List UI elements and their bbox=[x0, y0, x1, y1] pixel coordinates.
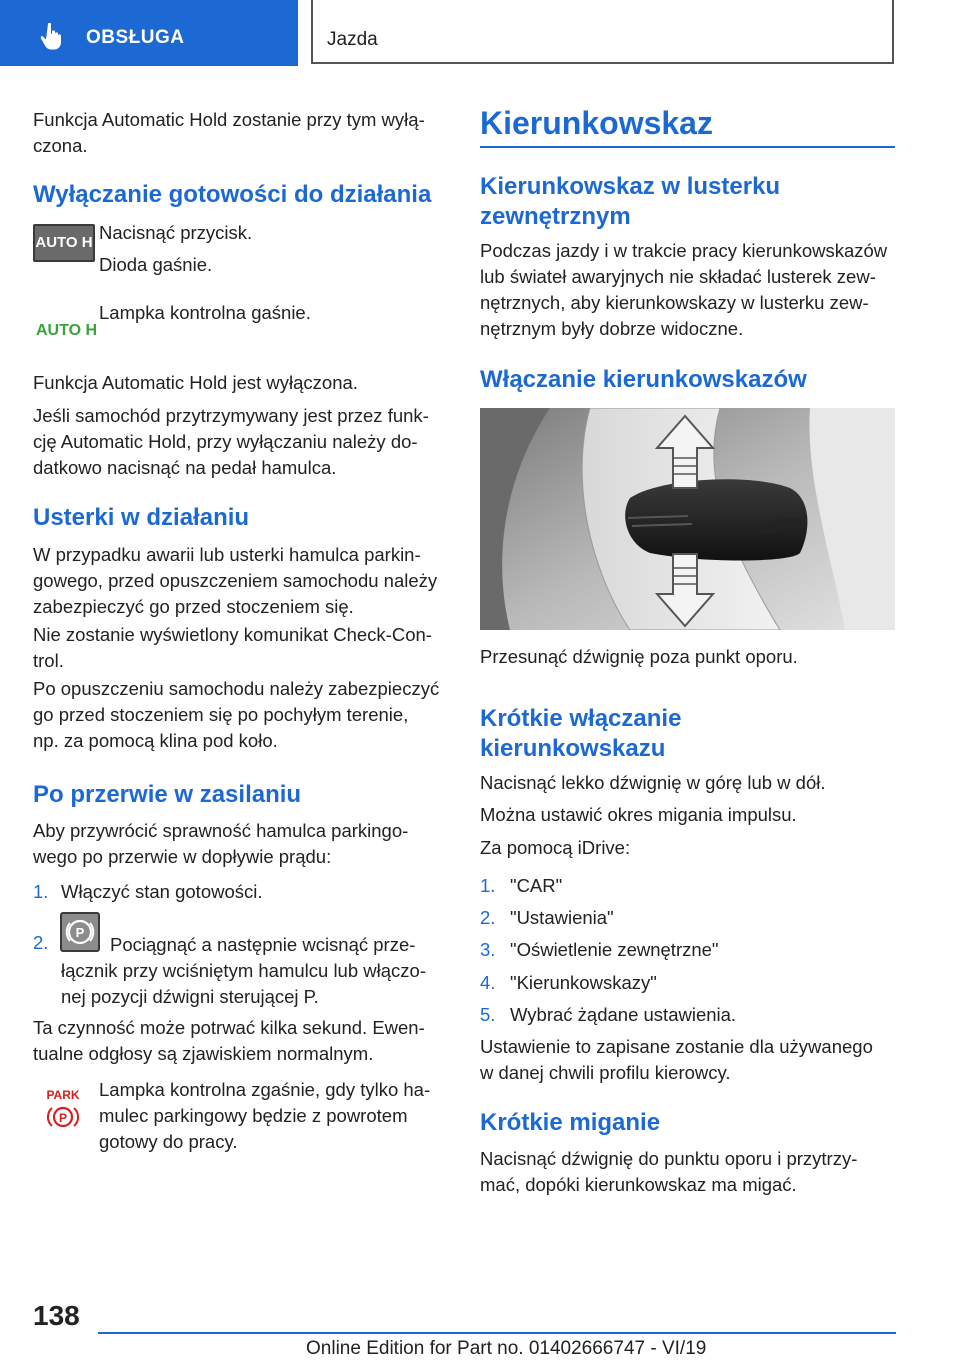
menu-step-text: "Ustawienia" bbox=[510, 907, 614, 928]
leave-car-text: Po opuszczeniu samochodu należy zabezpieczyć go przed stoczeniem się po pochyłym terenie, np. za pomocą klina pod koło. bbox=[33, 678, 440, 751]
turn-signal-lever-photo bbox=[480, 408, 895, 630]
menu-step-text: "CAR" bbox=[510, 875, 563, 896]
heading-rule bbox=[480, 146, 895, 148]
led-off-text: Dioda gaśnie. bbox=[99, 254, 213, 275]
held-text: Jeśli samochód przytrzymywany jest przez funk- cję Automatic Hold, przy wyłączaniu należy do- datkowo nacisnąć na pedał hamulca. bbox=[33, 405, 429, 478]
menu-step-number: 4. bbox=[480, 972, 496, 993]
chapter-box bbox=[311, 0, 894, 64]
page-heading: Kierunkowskaz bbox=[480, 105, 713, 141]
press-button-text: Nacisnąć przycisk. bbox=[99, 222, 253, 243]
park-lamp-text: Lampka kontrolna zgaśnie, gdy tylko ha- mulec parkingowy będzie z powrotem gotowy do pracy. bbox=[99, 1079, 431, 1152]
hand-pointer-icon bbox=[40, 22, 66, 50]
heading-standby-off: Wyłączanie gotowości do działania bbox=[33, 181, 432, 208]
footer-rule bbox=[98, 1332, 896, 1334]
auto-h-lamp-icon: AUTO H bbox=[36, 322, 98, 339]
saved-text: Ustawienie to zapisane zostanie dla używanego w danej chwili profilu kierowcy. bbox=[480, 1036, 873, 1083]
menu-step-number: 2. bbox=[480, 907, 496, 928]
short-text-1: Nacisnąć lekko dźwignię w górę lub w dół. bbox=[480, 772, 826, 793]
hold-off-text: Funkcja Automatic Hold jest wyłączona. bbox=[33, 372, 358, 393]
check-control-text: Nie zostanie wyświetlony komunikat Check-Con- trol. bbox=[33, 624, 432, 671]
heading-turn-signal-on: Włączanie kierunkowskazów bbox=[480, 366, 807, 393]
park-lamp-icon: PARK P bbox=[38, 1088, 88, 1137]
short-text-2: Można ustawić okres migania impulsu. bbox=[480, 804, 797, 825]
page-number: 138 bbox=[33, 1300, 80, 1331]
step-text: Pociągnąć a następnie wcisnąć prze- bbox=[110, 934, 416, 955]
power-text: Aby przywrócić sprawność hamulca parkingo- wego po przerwie w dopływie prądu: bbox=[33, 820, 409, 867]
parking-p-icon bbox=[62, 914, 98, 950]
chapter-label: Jazda bbox=[327, 29, 378, 50]
fault-text: W przypadku awarii lub usterki hamulca parkin- gowego, przed opuszczeniem samochodu należy zabezpieczyć go przed stoczeniem się. bbox=[33, 544, 438, 617]
heading-faults: Usterki w działaniu bbox=[33, 504, 250, 531]
heading-short-flash: Krótkie miganie bbox=[480, 1109, 661, 1136]
wait-text: Ta czynność może potrwać kilka sekund. Ewen- tualne odgłosy są zjawiskiem normalnym. bbox=[33, 1017, 425, 1064]
auto-h-button-icon: AUTO H bbox=[33, 224, 95, 262]
step-number: 2. bbox=[33, 932, 49, 953]
menu-step-text: "Kierunkowskazy" bbox=[510, 972, 657, 993]
svg-text:P: P bbox=[75, 925, 85, 940]
idrive-text: Za pomocą iDrive: bbox=[480, 837, 631, 858]
edition-text: Online Edition for Part no. 01402666747 - VI/19 bbox=[306, 1338, 707, 1359]
mirror-text: Podczas jazdy i w trakcie pracy kierunkowskazów lub świateł awaryjnych nie składać lusterek zew- nętrznych, aby kierunkowskazy w lusterku zew- nętrznym były dobrze widoczne. bbox=[480, 240, 888, 339]
heading-mirror-indicator: Kierunkowskaz w lusterku zewnętrznym bbox=[480, 173, 781, 230]
flash-text: Nacisnąć dźwignię do punktu oporu i przytrzy- mać, dopóki kierunkowskaz ma migać. bbox=[480, 1148, 858, 1195]
step-number: 1. bbox=[33, 881, 49, 902]
menu-step-number: 3. bbox=[480, 939, 496, 960]
menu-step-text: "Oświetlenie zewnętrzne" bbox=[510, 939, 719, 960]
menu-step-number: 1. bbox=[480, 875, 496, 896]
parking-brake-button-icon bbox=[60, 912, 100, 952]
intro-text: Funkcja Automatic Hold zostanie przy tym wyłą- czona. bbox=[33, 109, 425, 156]
lamp-off-text: Lampka kontrolna gaśnie. bbox=[99, 302, 311, 323]
heading-short-indicator: Krótkie włączanie kierunkowskazu bbox=[480, 705, 682, 762]
step-text-cont: łącznik przy wciśniętym hamulcu lub włączo- nej pozycji dźwigni sterującej P. bbox=[61, 960, 426, 1007]
section-tab[interactable] bbox=[0, 0, 298, 66]
svg-text:P: P bbox=[58, 1111, 68, 1125]
section-label: OBSŁUGA bbox=[86, 27, 185, 48]
menu-step-number: 5. bbox=[480, 1004, 496, 1025]
step-text: Włączyć stan gotowości. bbox=[61, 881, 263, 902]
heading-power-interruption: Po przerwie w zasilaniu bbox=[33, 781, 302, 808]
photo-caption: Przesunąć dźwignię poza punkt oporu. bbox=[480, 646, 798, 667]
menu-step-text: Wybrać żądane ustawienia. bbox=[510, 1004, 737, 1025]
parking-brake-lamp-icon bbox=[45, 1102, 81, 1132]
